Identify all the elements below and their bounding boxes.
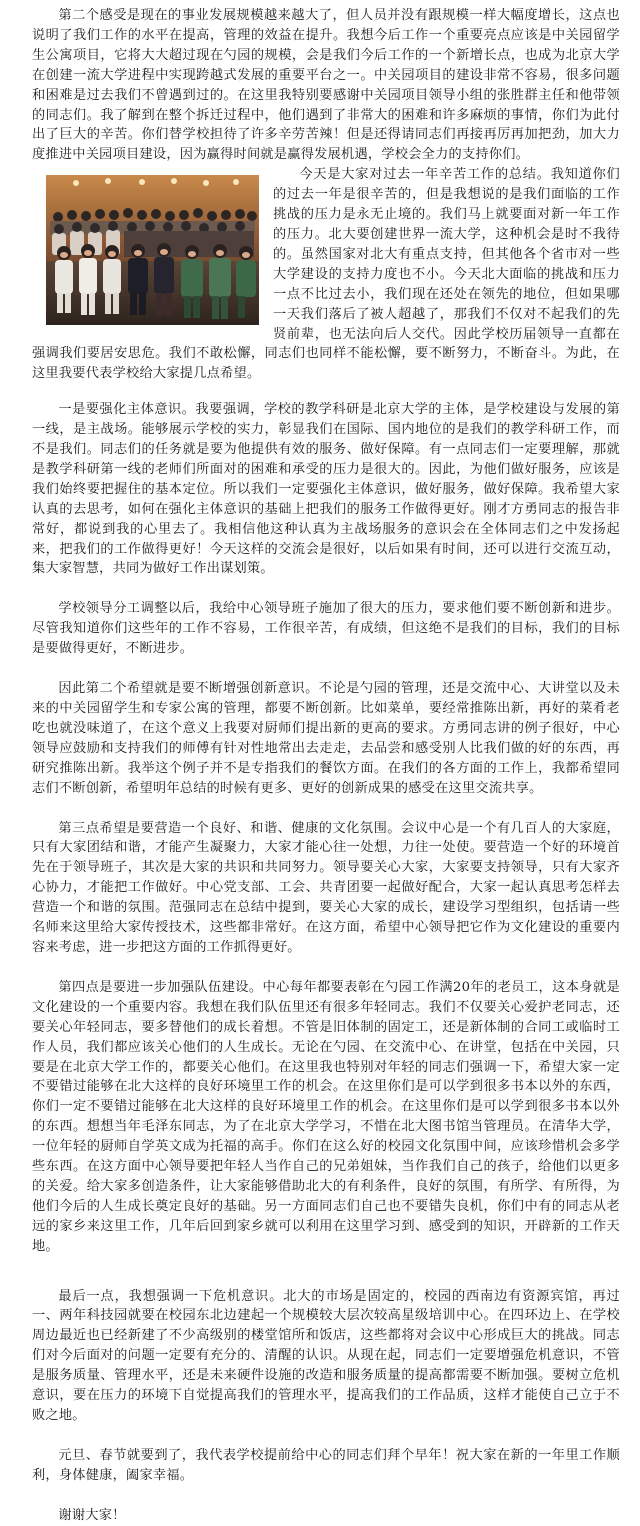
paragraph-innovation: 因此第二个希望就是要不断增强创新意识。不论是勺园的管理，还是交流中心、大讲堂以及未来的中关园留学生和专家公寓的管理，都要不断创新。比如菜单，要经常推陈出新，再好的菜肴老吃也就没味道了，在这个意义上我要对厨师们提出新的更高的要求。方勇同志讲的例子很好，中心领导应鼓励和支持我们的师傅有针对性地常出去走走，去品尝和感受别人比我们做的好的东西，再研究推陈出新。我举这个例子并不是专指我们的餐饮方面。在我们的各方面的工作上，我都希望同志们不断创新，希望明年总结的时候有更多、更好的创新成果的感受在这里交流共享。 [32, 681, 620, 796]
paragraph-second-feeling: 第二个感受是现在的事业发展规模越来越大了，但人员并没有跟规模一样大幅度增长，这点也说明了我们工作的水平在提高，管理的效益在提升。我想今后工作一个重要亮点应该是中关园留学生公寓项目，它将大大超过现在勺园的规模，会是我们今后工作的一个新增长点，也成为北京大学在创建一流大学进程中实现跨越式发展的重要平台之一。中关园项目的建设非常不容易，很多问题和困难是过去我们不曾遇到过的。在这里我特别要感谢中关园项目领导小组的张胜群主任和他带领的同志们。我了解到在整个拆迁过程中，他们遇到了非常大的困难和许多麻烦的事情，你们为此付出了巨大的辛苦。你们替学校担待了许多辛劳苦辣！但是还得请同志们再接再厉再加把劲，加大力度推进中关园项目建设，因为赢得时间就是赢得发展机遇，学校会全力的支持你们。 [32, 8, 620, 163]
paragraph-summary-challenges: 今天是大家对过去一年辛苦工作的总结。我知道你们的过去一年是很辛苦的，但是我想说的是我们面临的工作挑战的压力是永无止境的。我们马上就要面对新一年工作的压力。北大要创建世界一流大学，这种机会是时不我待的。虽然国家对北大有重点支持，但其他各个省市对一些大学建设的支持力度也不小。今天北大面临的挑战和压力一点不比过去小，我们现在还处在领先的地位，但如果哪一天我们落后了被人超越了，那我们不仅对不起我们的先贤前辈，也无法向后人交代。因此学校历届领导一直都在强调我们要居安思危。我们不敢松懈，同志们也同样不能松懈，要不断努力，不断奋斗。为此，在这里我要代表学校给大家提几点希望。 [32, 167, 620, 382]
paragraph-subject-awareness: 一是要强化主体意识。我要强调，学校的教学科研是北京大学的主体，是学校建设与发展的第一线，是主战场。能够展示学校的实力，彰显我们在国际、国内地位的是我们的教学科研工作，而不是我们。同志们的任务就是要为他提供有效的服务、做好保障。有一点同志们一定要理解，那就是教学科研第一线的老师们所面对的困难和承受的压力是很大的。因此，为他们做好服务，应该是我们始终要把握住的基本定位。所以我们一定要强化主体意识，做好服务，做好保障。我希望大家认真的去思考，如何在强化主体意识的基础上把我们的服务工作做得更好。刚才方勇同志的报告非常好，都说到我的心里去了。我相信他这种认真为主战场服务的意识会在全体同志们之中发扬起来，把我们的工作做得更好！今天这样的交流会是很好，以后如果有时间，还可以进行交流互动，集大家智慧，共同为做好工作出谋划策。 [32, 402, 620, 577]
paragraph-new-year-greeting: 元旦、春节就要到了，我代表学校提前给中心的同志们拜个早年！祝大家在新的一年里工作顺利，身体健康，阖家幸福。 [32, 1447, 620, 1483]
paragraph-culture: 第三点希望是要营造一个良好、和谐、健康的文化氛围。会议中心是一个有几百人的大家庭，只有大家团结和谐，才能产生凝聚力，大家才能心往一处想，力往一处使。要营造一个好的环境首先在于领导班子，其次是大家的共识和共同努力。领导要关心大家，大家要支持领导，只有大家齐心协力，才能把工作做好。中心党支部、工会、共青团要一起做好配合，大家一起认真思考怎样去营造一个和谐的氛围。范强同志在总结中提到，要关心大家的成长，建设学习型组织，包括请一些名师来这里给大家传授技术，这些都非常好。在这方面，希望中心领导把它作为文化建设的重要内容来考虑，进一步把这方面的工作抓得更好。 [32, 820, 620, 955]
paragraph-crisis-awareness: 最后一点，我想强调一下危机意识。北大的市场是固定的，校园的西南边有资源宾馆，再过一、两年科技园就要在校园东北边建起一个规模较大层次较高星级培训中心。在四环边上、在学校周边最近也已经新建了不少高级别的楼堂馆所和饭店，这些都将对会议中心形成巨大的挑战。同志们对今后面对的问题一定要有充分的、清醒的认识。从现在起，同志们一定要增强危机意识，不管是服务质量、管理水平，还是未来硬件设施的改造和服务质量的提高都需要不断加强。要树立危机意识，要在压力的环境下自觉提高我们的管理水平，提高我们的工作品质，这样才能使自己立于不败之地。 [32, 1288, 620, 1423]
meeting-audience-photo [46, 175, 259, 325]
paragraph-team-building: 第四点是要进一步加强队伍建设。中心每年都要表彰在勺园工作满20年的老员工，这本身就是文化建设的一个重要内容。我想在我们队伍里还有很多年轻同志。我们不仅要关心爱护老同志，还要关心年轻同志，要多替他们的成长着想。不管是旧体制的固定工，还是新体制的合同工或临时工作人员，我们都应该关心他们的人生成长。无论在勺园、在交流中心、在讲堂，包括在中关园，只要是在北京大学工作的，都要关心他们。在这里我也特别对年轻的同志们强调一下，希望大家一定不要错过能够在北大这样的良好环境里工作的机会。在这里你们是可以学到很多书本以外的东西，你们一定不要错过能够在北大这样的良好环境里工作的机会。在这里你们是可以学到很多书本以外的东西。想想当年毛泽东同志，为了在北京大学学习，不惜在北大图书馆当管理员。在清华大学，一位年轻的厨师自学英文成为托福的高手。你们在这么好的校园文化氛围中间，应该珍惜机会多学些东西。在这方面中心领导要把年轻人当作自己的兄弟姐妹，当作我们自己的孩子，给他们以更多的关爱。给大家多创造条件，让大家能够借助北大的有利条件，良好的氛围，有所学、有所得，为他们今后的人生成长奠定良好的基础。另一方面同志们自己也不要错失良机，你们中有的同志从老远的家乡来这里工作，几年后回到家乡就可以利用在这里学习到、感受到的知识，开辟新的工作天地。 [32, 979, 620, 1254]
paragraph-leadership-pressure: 学校领导分工调整以后，我给中心领导班子施加了很大的压力，要求他们要不断创新和进步。尽管我知道你们这些年的工作不容易，工作很辛苦，有成绩，但这绝不是我们的目标，我们的目标是要做得更好，不断进步。 [32, 601, 620, 657]
closing-thanks: 谢谢大家！ [58, 1507, 126, 1523]
